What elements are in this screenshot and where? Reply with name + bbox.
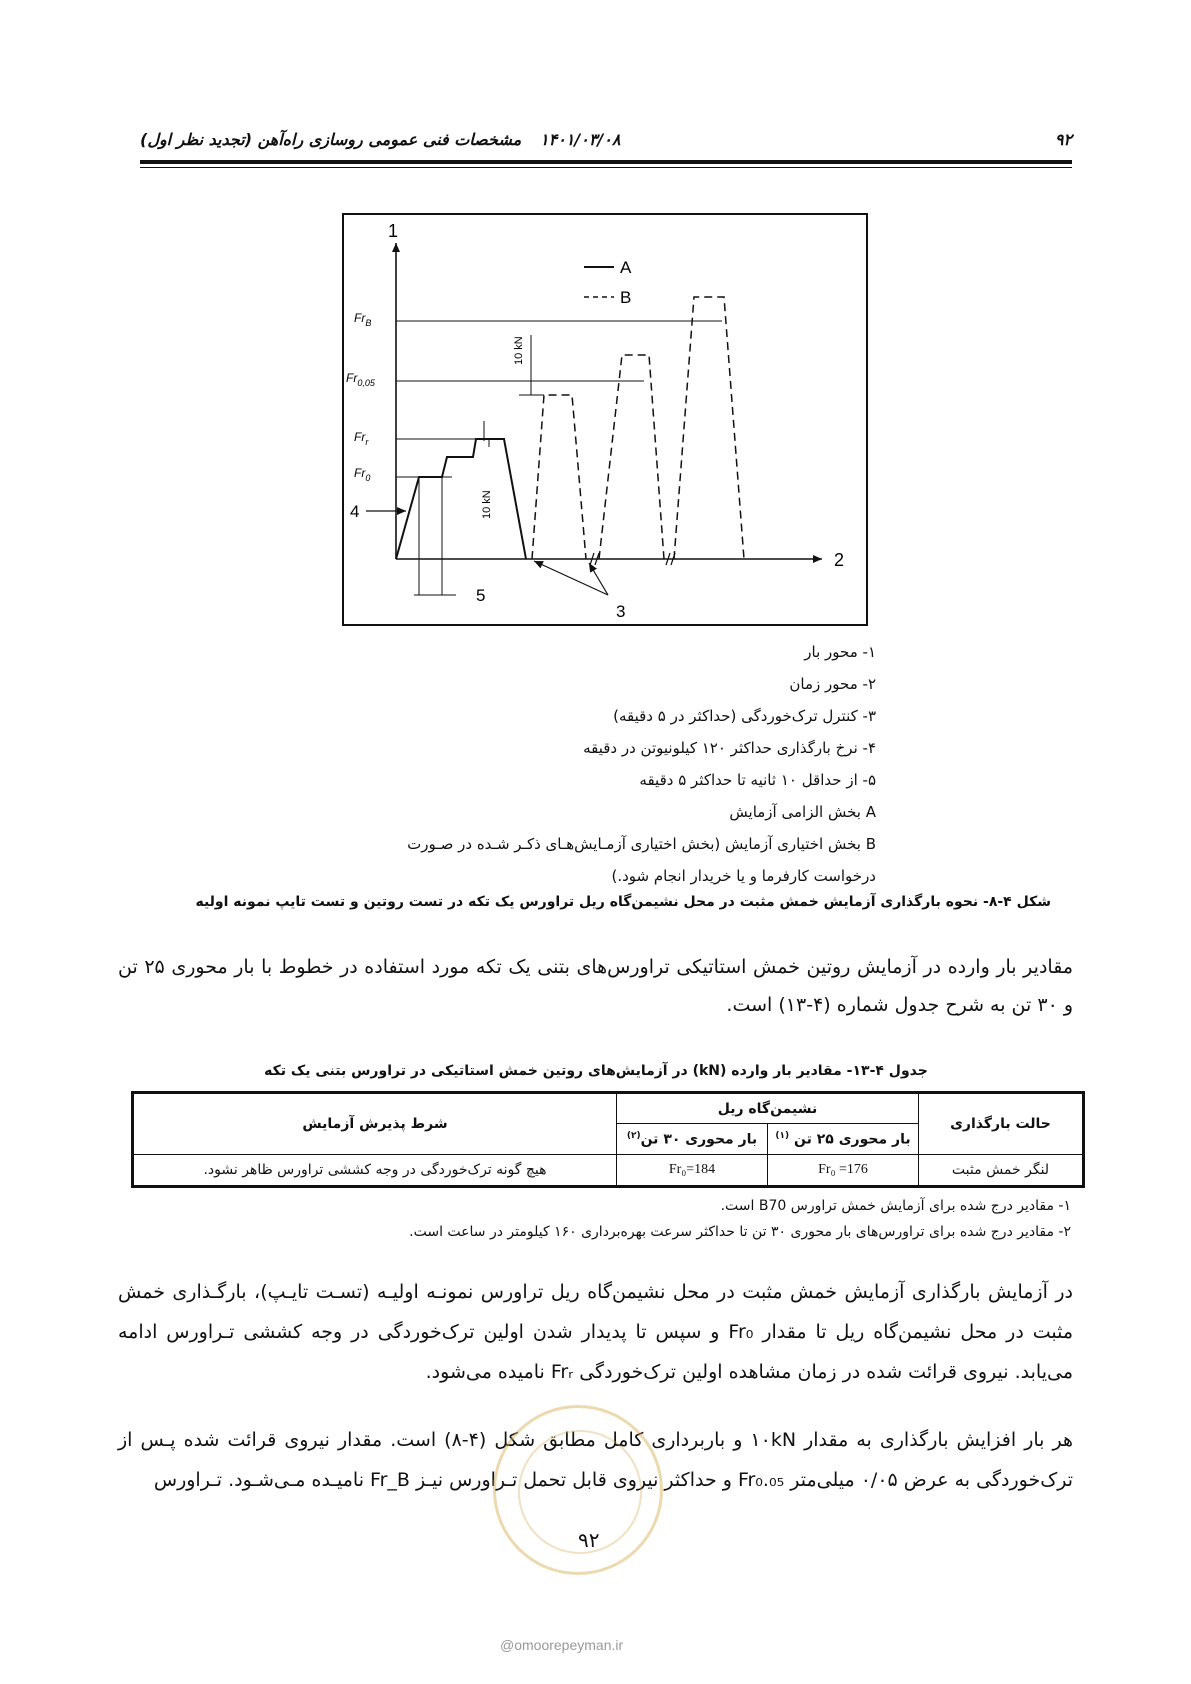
legend-item: ۱- محور بار <box>804 643 876 661</box>
table-note-2: ۲- مقادیر درج شده برای تراورس‌های بار محوری ۳۰ تن تا حداکثر سرعت بهره‌برداری ۱۶۰ کیلومتر در ساعت است. <box>409 1224 1071 1240</box>
loading-diagram <box>342 213 868 626</box>
curve-b-2 <box>599 355 664 559</box>
fr-r-label: $Fr_r$ <box>354 430 369 447</box>
curve-b-1 <box>532 395 586 559</box>
paragraph-1: مقادیر بار وارده در آزمایش روتین خمش استاتیکی تراورس‌های بتنی یک تکه مورد استفاده در خطوط با بار محوری ۲۵ تن و ۳۰ تن به شرح جدول شماره (۴-۱۳) است. <box>118 956 1073 1016</box>
paragraph-2: در آزمایش بارگذاری آزمایش خمش مثبت در محل نشیمن‌گاه ریل تراورس نمونـه اولیـه (تسـت تایـپ)، بارگـذاری خمش مثبت در محل نشیمن‌گاه ریل تا مقدار Fr₀ و سپس تا پدیدار شدن اولین ترک‌خوردگی در وجه کششی تـراورس ادامه می‌یابد. نیروی قرائت شده در زمان مشاهده اولین ترک‌خوردگی Frᵣ نامیده می‌شود. <box>118 1281 1073 1383</box>
watermark-url: @omoorepeyman.ir <box>500 1637 624 1653</box>
curve-a <box>396 439 526 559</box>
header-page-number: ۹۲ <box>1054 130 1072 149</box>
curve-b-3 <box>674 297 744 559</box>
legend-item: درخواست کارفرما و یا خریدار انجام شود.) <box>611 867 876 885</box>
fr-0-label: $Fr_0$ <box>354 466 371 483</box>
label-5: 5 <box>476 586 486 605</box>
col-acceptance: شرط پذیرش آزمایش <box>133 1093 617 1155</box>
load-values-table <box>131 1091 1085 1188</box>
label-3: 3 <box>616 602 626 621</box>
legend-item: ۴- نرخ بارگذاری حداکثر ۱۲۰ کیلونیوتن در دقیقه <box>583 739 876 757</box>
figure-legend <box>316 636 876 892</box>
page-header <box>140 130 1072 156</box>
legend-item: ۲- محور زمان <box>789 675 876 693</box>
col-loading-state: حالت بارگذاری <box>919 1093 1084 1155</box>
legend-item: ۵- از حداقل ۱۰ ثانیه تا حداکثر ۵ دقیقه <box>639 771 876 789</box>
fr-b-label: $Fr_B$ <box>354 311 372 328</box>
col-axle30: بار محوری ۳۰ تن$^{(۲)}$ <box>617 1124 768 1155</box>
cell-row-state: لنگر خمش مثبت <box>919 1155 1084 1187</box>
legend-item: A بخش الزامی آزمایش <box>729 803 876 821</box>
paragraph-3: هر بار افزایش بارگذاری به مقدار ۱۰kN و باربرداری کامل مطابق شکل (۴-۸) است. مقدار نیروی قرائت شده پـس از ترک‌خوردگی به عرض ۰/۰۵ میلی‌متر Fr₀.₀₅ و حداکثر نیروی قابل تحمل تـراورس نیـز Fr_B نامیـده مـی‌شـود. تـراورس <box>118 1429 1074 1491</box>
col-axle25: بار محوری ۲۵ تن $^{(۱)}$ <box>768 1124 919 1155</box>
cell-acceptance: هیچ گونه ترک‌خوردگی در وجه کششی تراورس ظاهر نشود. <box>133 1155 617 1187</box>
legend-item: B بخش اختیاری آزمایش (بخش اختیاری آزمـایش‌هـای ذکـر شـده در صـورت <box>407 835 876 853</box>
header-date: ۱۴۰۱/۰۳/۰۸ <box>540 130 621 149</box>
table-caption: جدول ۴-۱۳- مقادیر بار وارده (kN) در آزمایش‌های روتین خمش استاتیکی در تراورس بتنی یک تکه <box>264 1063 928 1079</box>
cell-axle30: Fr₀=184 <box>617 1155 768 1187</box>
legend-a-label: A <box>620 258 632 277</box>
col-rail-seat: نشیمن‌گاه ریل <box>617 1093 919 1124</box>
axis-y-label: 1 <box>388 221 399 241</box>
loading-diagram-svg <box>344 215 866 624</box>
figure-caption: شکل ۴-۸- نحوه بارگذاری آزمایش خمش مثبت در محل نشیمن‌گاه ریل تراورس یک تکه در تست روتین و تست تایپ نمونه اولیه <box>195 894 1051 910</box>
label-4: 4 <box>350 502 360 521</box>
cell-axle25: Fr₀ =176 <box>768 1155 919 1187</box>
header-title: مشخصات فنی عمومی روسازی راه‌آهن (تجدید نظر اول) <box>140 130 522 149</box>
step-lower-label: 10 kN <box>481 490 493 519</box>
legend-b-label: B <box>620 288 632 307</box>
step-upper-label: 10 kN <box>513 336 525 365</box>
page-number-bottom: ۹۲ <box>578 1528 600 1552</box>
header-rule-thin <box>140 167 1072 168</box>
fr-005-label: $Fr_{0,05}$ <box>346 371 375 388</box>
axis-x-label: 2 <box>834 550 845 570</box>
legend-item: ۳- کنترل ترک‌خوردگی (حداکثر در ۵ دقیقه) <box>613 707 876 725</box>
header-rule-thick <box>140 160 1072 164</box>
label-3-pointer-1 <box>534 561 608 595</box>
table-note-1: ۱- مقادیر درج شده برای آزمایش خمش تراورس B70 است. <box>720 1198 1071 1214</box>
